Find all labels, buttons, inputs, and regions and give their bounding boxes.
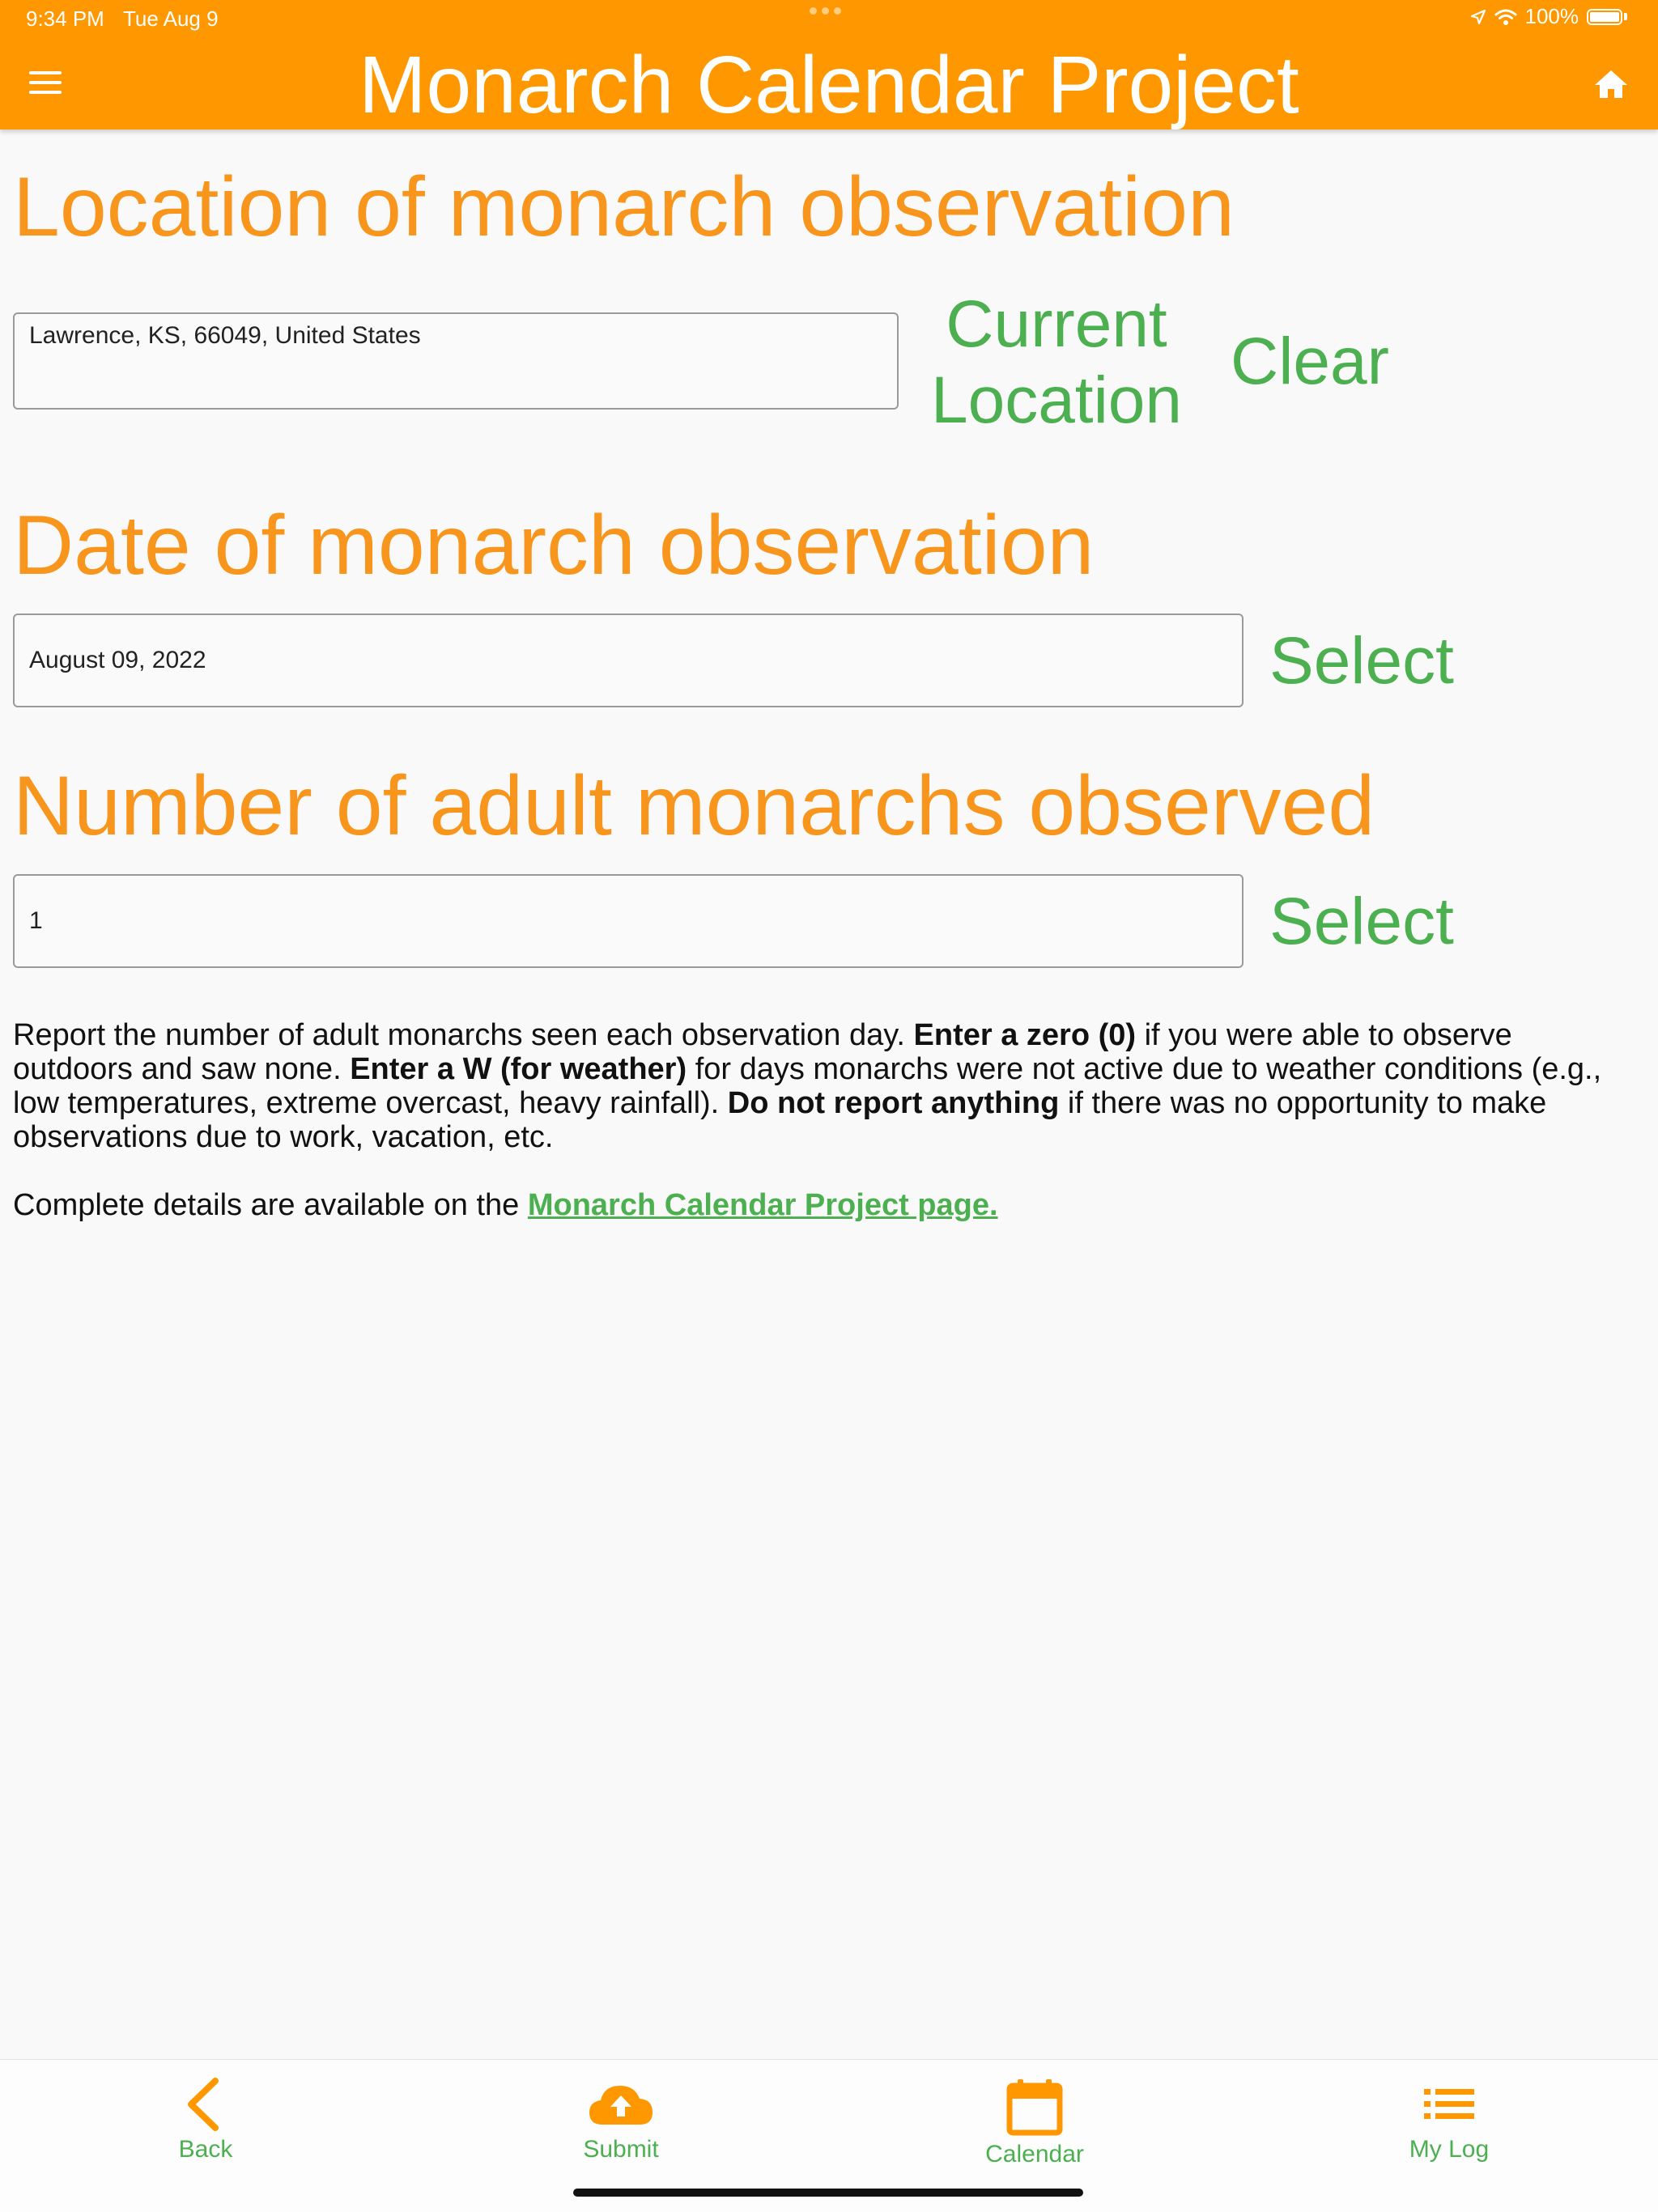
multitasking-dots-icon[interactable] <box>810 7 841 15</box>
instructions-text-4: if there was no opportunity to make observations due to work, vacation, etc. <box>13 1086 1547 1154</box>
battery-percent: 100% <box>1524 4 1579 28</box>
instructions-text <box>13 1018 1632 1256</box>
status-time: 9:34 PM <box>26 6 104 31</box>
tab-calendar-label: Calendar <box>985 2141 1084 2167</box>
count-select-button[interactable]: Select <box>1269 885 1454 958</box>
tab-calendar[interactable] <box>954 2078 1116 2168</box>
tab-mylog[interactable] <box>1368 2078 1530 2163</box>
page-title: Monarch Calendar Project <box>359 40 1299 130</box>
tab-submit[interactable] <box>540 2078 702 2163</box>
current-location-line1: Current <box>946 287 1167 361</box>
details-prefix: Complete details are available on the <box>13 1188 528 1222</box>
current-location-button[interactable] <box>915 287 1198 439</box>
date-input[interactable] <box>13 614 1244 707</box>
monarch-project-link[interactable]: Monarch Calendar Project page. <box>527 1188 998 1222</box>
instructions-paragraph <box>13 1018 1632 1154</box>
status-date: Tue Aug 9 <box>123 6 219 31</box>
tab-mylog-label: My Log <box>1409 2136 1490 2163</box>
location-arrow-icon <box>1470 9 1486 25</box>
wifi-icon <box>1494 8 1517 26</box>
calendar-icon <box>1006 2078 1063 2136</box>
count-section-title: Number of adult monarchs observed <box>13 759 1375 853</box>
instructions-text-3: for days monarchs were not active due to weather conditions (e.g., low temperatures, extreme overcast, heavy rainfall). <box>13 1052 1602 1120</box>
list-icon <box>1421 2078 1477 2131</box>
instructions-bold-zero: Enter a zero (0) <box>913 1018 1137 1052</box>
details-paragraph <box>13 1188 1632 1222</box>
cloud-upload-icon <box>586 2078 656 2131</box>
battery-nub <box>1624 13 1627 20</box>
count-input[interactable] <box>13 874 1244 968</box>
clear-button[interactable]: Clear <box>1231 325 1389 398</box>
instructions-bold-weather: Enter a W (for weather) <box>350 1052 687 1086</box>
tab-back[interactable] <box>125 2078 287 2163</box>
status-indicators <box>1470 4 1628 29</box>
app-header <box>0 0 1658 129</box>
chevron-left-icon <box>181 2078 230 2131</box>
tab-submit-label: Submit <box>583 2136 659 2163</box>
battery-icon <box>1587 9 1622 25</box>
date-select-button[interactable]: Select <box>1269 624 1454 698</box>
instructions-text-1: Report the number of adult monarchs seen each observation day. <box>13 1018 914 1052</box>
instructions-bold-nothing: Do not report anything <box>727 1086 1060 1120</box>
home-indicator[interactable] <box>573 2189 1083 2197</box>
location-section-title: Location of monarch observation <box>13 160 1235 254</box>
date-section-title: Date of monarch observation <box>13 499 1095 592</box>
home-icon[interactable] <box>1593 68 1629 100</box>
current-location-line2: Location <box>930 363 1183 437</box>
tab-back-label: Back <box>178 2136 233 2163</box>
location-input[interactable] <box>13 312 899 410</box>
instructions-text-2: if you were able to observe outdoors and saw none. <box>13 1018 1512 1086</box>
